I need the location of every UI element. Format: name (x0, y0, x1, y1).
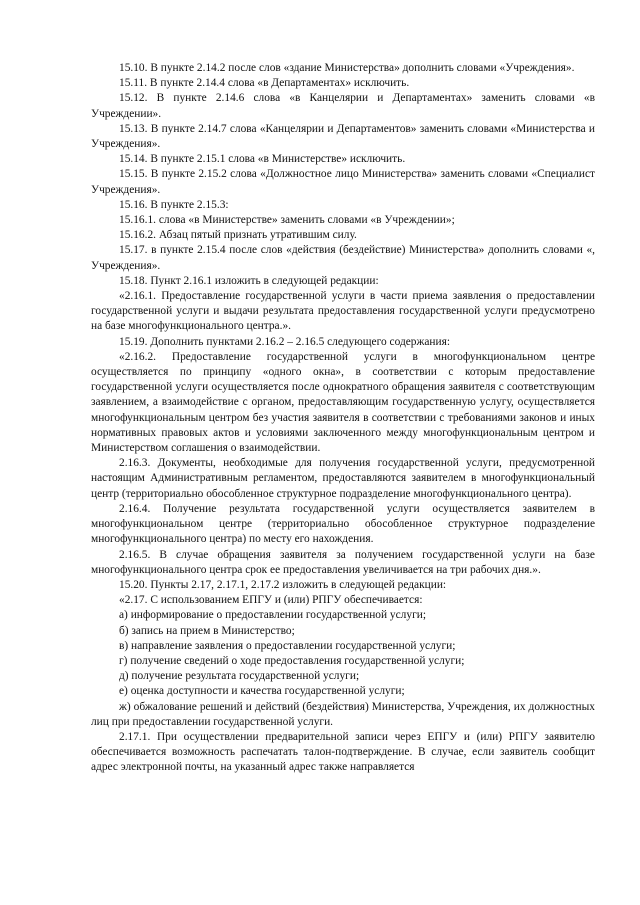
paragraph-15-14: 15.14. В пункте 2.15.1 слова «в Министерстве» исключить. (119, 153, 406, 166)
paragraph-2-17: «2.17. С использованием ЕПГУ и (или) РПГУ обеспечивается: (119, 594, 423, 607)
paragraph-15-20: 15.20. Пункты 2.17, 2.17.1, 2.17.2 изложить в следующей редакции: (119, 578, 447, 591)
paragraph-15-10: 15.10. В пункте 2.14.2 после слов «здание Министерства» дополнить словами «Учреждения». (119, 62, 575, 74)
paragraph-2-16-2: «2.16.2. Предоставление государственной услуги в многофункциональном центре осуществляется по принципу «одного окна», в соответствии с которым предоставление государственной услуги осуществляется после однократного обращения заявителя с соответствующим заявлением, а взаимодействие с органом, предоставляющим государственную услугу, осуществляется многофункциональным центром без участия заявителя в соответствии с требованиями законов и иных нормативных правовых актов и условиями заключенного между многофункциональным центром и Министерством соглашения о взаимодействии. (91, 350, 595, 455)
paragraph-15-12: 15.12. В пункте 2.14.6 слова «в Канцелярии и Департаментах» заменить словами «в Учреждении». (91, 92, 595, 120)
paragraph-15-16-2: 15.16.2. Абзац пятый признать утратившим силу. (119, 229, 357, 242)
paragraph-2-17-1: 2.17.1. При осуществлении предварительной записи через ЕПГУ и (или) РПГУ заявителю обеспечивается возможность распечатать талон-подтверждение. В случае, если заявитель сообщит адрес электронной почты, на указанный адрес также направляется (91, 730, 595, 774)
document-body (91, 61, 595, 776)
list-item-d: д) получение результата государственной услуги; (119, 670, 360, 683)
paragraph-2-16-3: 2.16.3. Документы, необходимые для получения государственной услуги, предусмотренной настоящим Административным регламентом, предоставляются заявителем в многофункциональный центр (территориально обособленное структурное подразделение многофункционального центра). (91, 457, 595, 500)
list-item-e: е) оценка доступности и качества государственной услуги; (119, 685, 405, 698)
paragraph-15-17: 15.17. в пункте 2.15.4 после слов «действия (бездействие) Министерства» дополнить словами «, Учреждения». (91, 244, 595, 272)
list-item-v: в) направление заявления о предоставлении государственной услуги; (119, 639, 456, 652)
paragraph-15-16: 15.16. В пункте 2.15.3: (119, 198, 229, 211)
list-item-zh: ж) обжалование решений и действий (бездействия) Министерства, Учреждения, их должностных лиц при предоставлении государственной услуги. (91, 700, 595, 728)
paragraph-2-16-4: 2.16.4. Получение результата государственной услуги осуществляется заявителем в многофункциональном центре (территориально обособленное структурное подразделение многофункционального центра) по месту его нахождения. (91, 502, 595, 546)
paragraph-15-16-1: 15.16.1. слова «в Министерстве» заменить словами «в Учреждении»; (119, 214, 455, 227)
list-item-b: б) запись на прием в Министерство; (119, 624, 295, 637)
list-item-g: г) получение сведений о ходе предоставления государственной услуги; (119, 654, 465, 667)
paragraph-15-18: 15.18. Пункт 2.16.1 изложить в следующей редакции: (119, 274, 379, 287)
paragraph-15-15: 15.15. В пункте 2.15.2 слова «Должностное лицо Министерства» заменить словами «Специалист Учреждения». (91, 168, 595, 196)
paragraph-2-16-1: «2.16.1. Предоставление государственной услуги в части приема заявления о предоставлении государственной услуги и выдачи результата предоставления государственной услуги предусмотрено на базе многофункционального центра.». (91, 290, 595, 333)
paragraph-15-13: 15.13. В пункте 2.14.7 слова «Канцелярии и Департаментов» заменить словами «Министерства и Учреждения». (91, 122, 595, 151)
paragraph-2-16-5: 2.16.5. В случае обращения заявителя за получением государственной услуги на базе многофункционального центра срок ее предоставления увеличивается на три рабочих дня.». (91, 548, 595, 576)
list-item-a: а) информирование о предоставлении государственной услуги; (119, 609, 426, 622)
paragraph-15-11: 15.11. В пункте 2.14.4 слова «в Департаментах» исключить. (119, 77, 410, 90)
paragraph-15-19: 15.19. Дополнить пунктами 2.16.2 – 2.16.5 следующего содержания: (119, 335, 451, 348)
